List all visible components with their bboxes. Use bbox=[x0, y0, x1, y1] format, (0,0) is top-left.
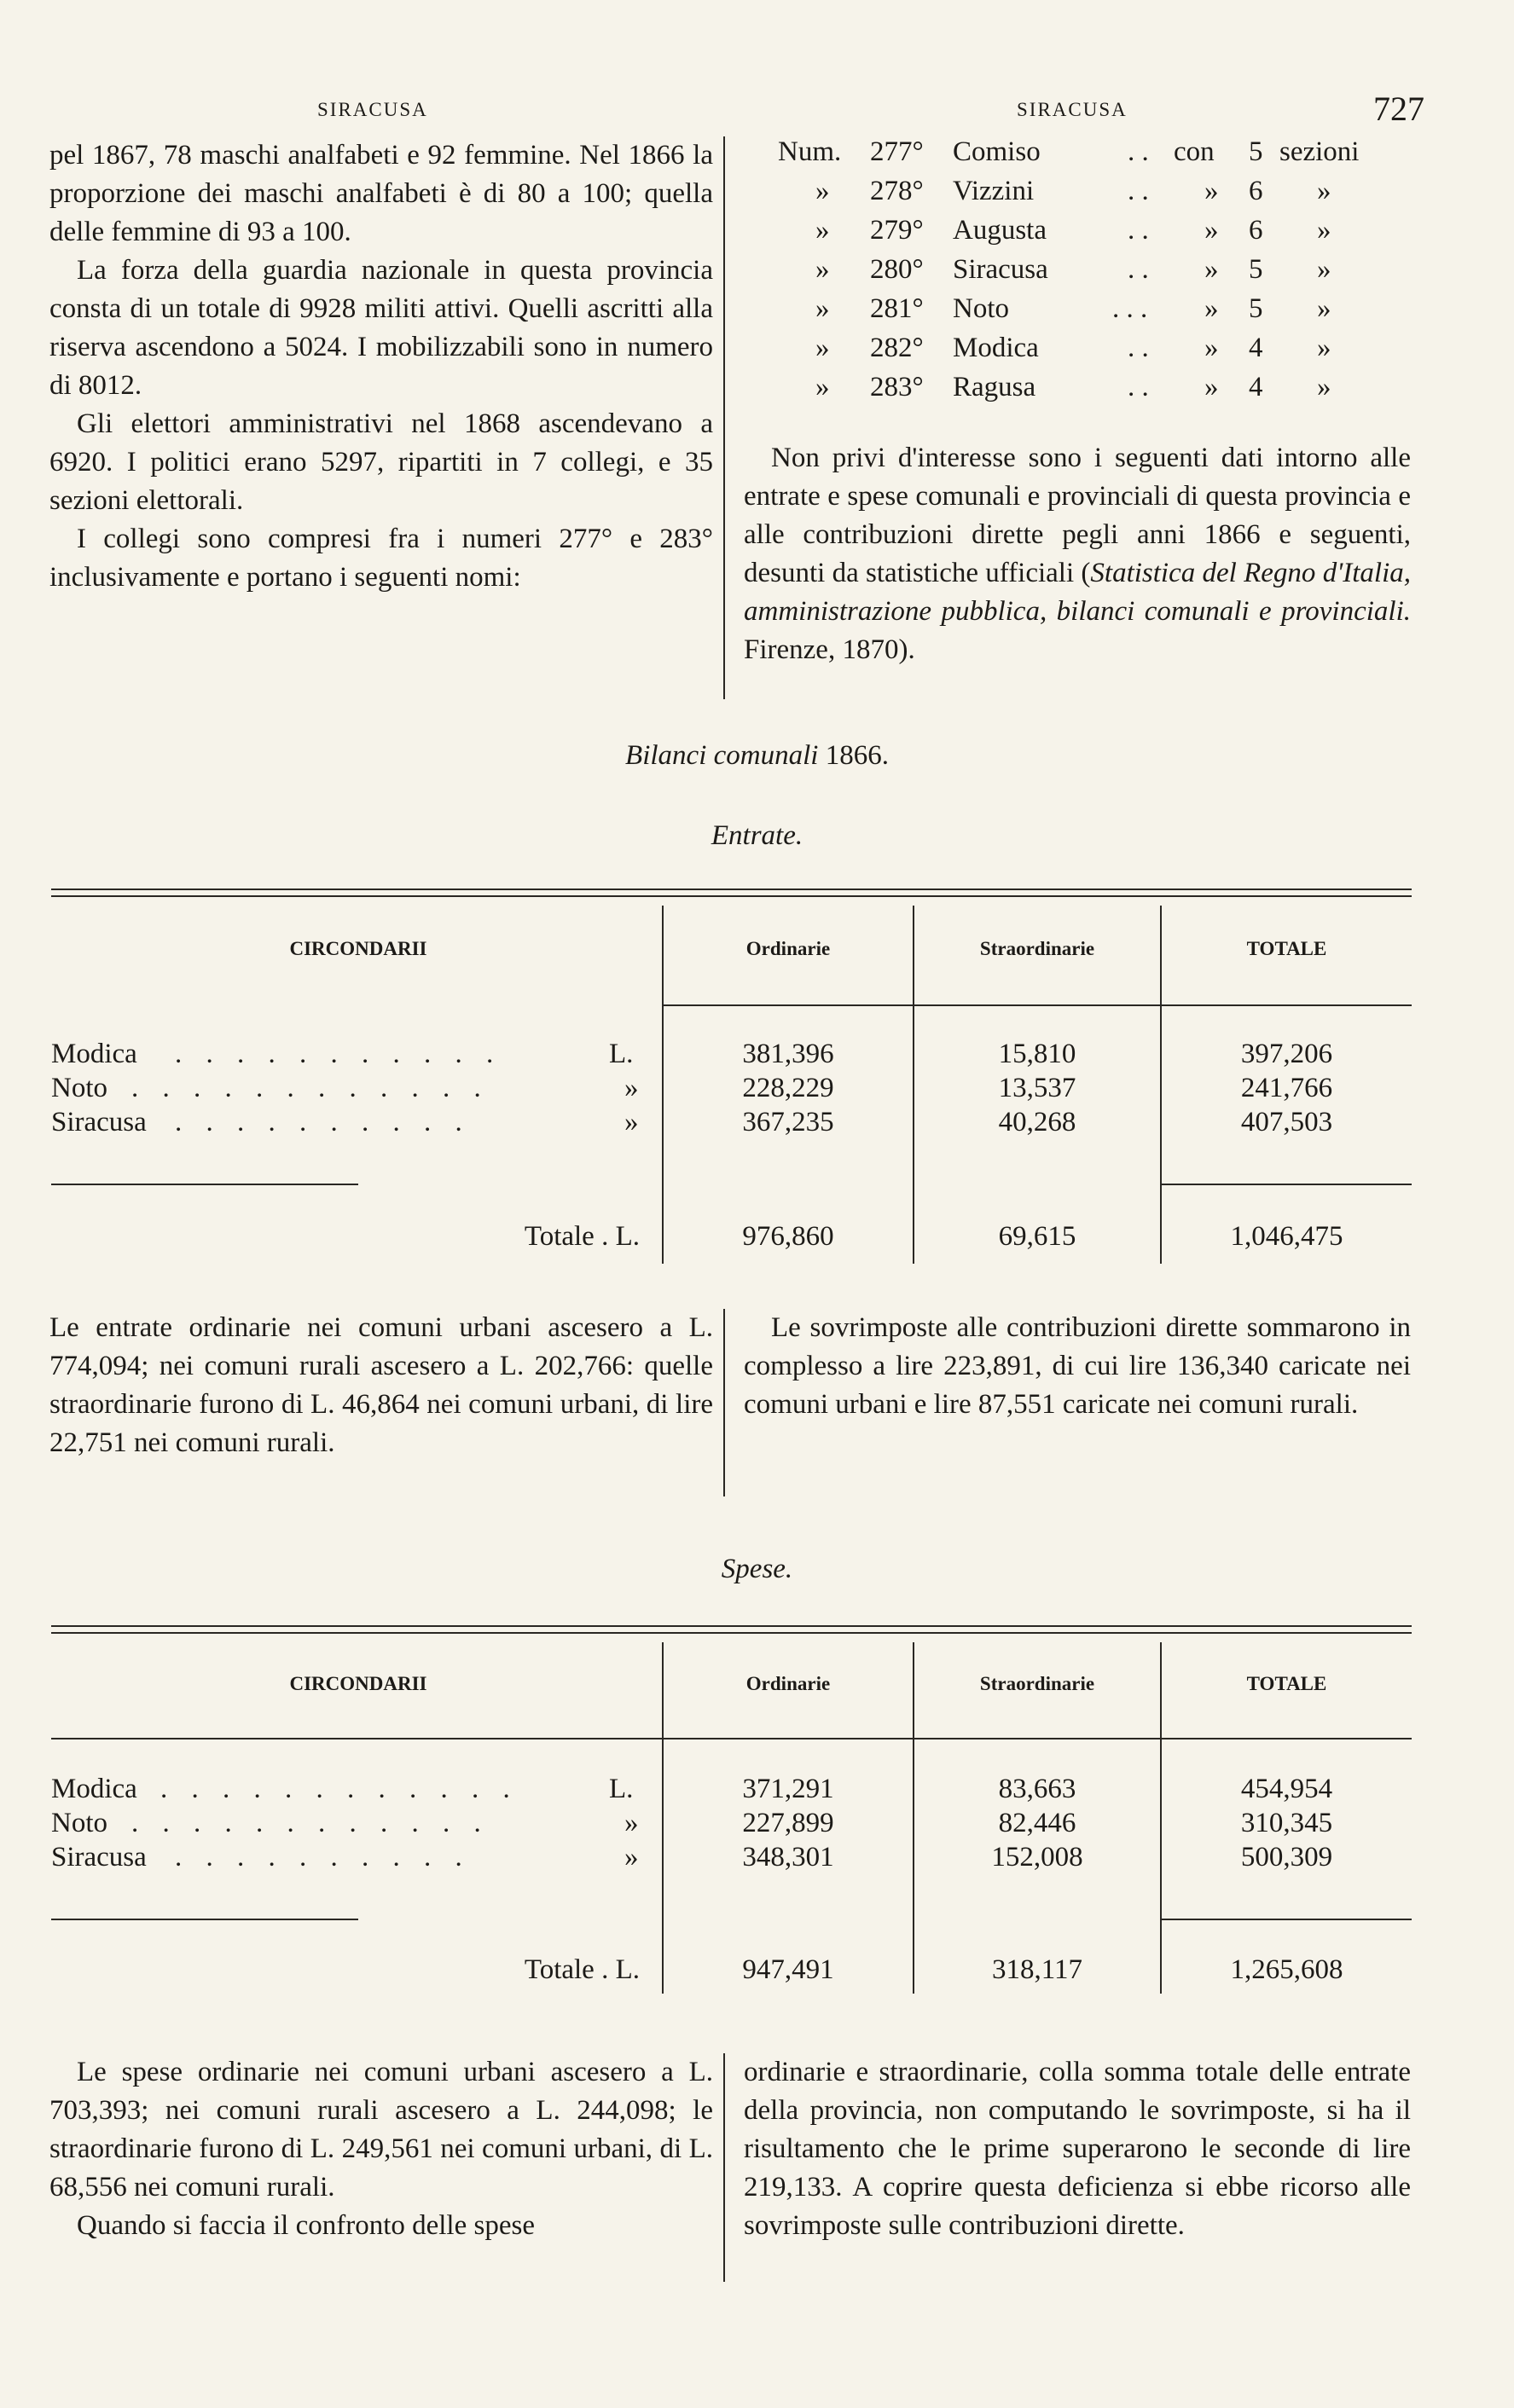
paragraph-fonti: Non privi d'interesse sono i seguenti dati intorno alle entrate e spese comunali e provinciali di questa provincia e alle contribuzioni dirette pegli anni 1866 e seguenti, desunti da statistiche ufficiali (Statistica del Regno d'Italia, amministrazione pubblica, bilanci comunali e provinciali. Firenze, 1870). bbox=[744, 443, 1411, 665]
paragraph-elettori: Gli elettori amministrativi nel 1868 ascendevano a 6920. I politici erano 5297, ripartiti in 7 collegi, e 35 sezioni elettorali. bbox=[49, 408, 713, 516]
page-number: 727 bbox=[1373, 90, 1424, 128]
paragraph-collegi: I collegi sono compresi fra i numeri 277° e 283° inclusivamente e portano i seguenti nomi: bbox=[49, 524, 713, 593]
spese-header-straordinarie: Straordinarie bbox=[979, 1673, 1095, 1694]
spese-header-ordinarie: Ordinarie bbox=[745, 1673, 831, 1694]
entrate-header-totale: TOTALE bbox=[1246, 938, 1327, 959]
spese-title: Spese. bbox=[721, 1554, 793, 1584]
spese-note-left: Le spese ordinarie nei comuni urbani ascesero a L. 703,393; nei comuni rurali ascesero a L. 244,098; le straordinarie furono di L. 249,561 nei comuni urbani, di L. 68,556 nei comuni rurali. Quando si faccia il confronto delle spese bbox=[49, 2057, 713, 2241]
entrate-table: CIRCONDARII Ordinarie Straordinarie TOTALE Modica . . . . . . . . . . . L. 381,396 15,810 397,206 Noto . . . . . . . . . . . . » 228,229 13,537 241,766 Siracusa . . . . . . . . . . » 367,235 40,268 407,503 Totale . L. 976,860 69,615 1,046,475 bbox=[0, 0, 1514, 1279]
entrate-title: Entrate. bbox=[711, 820, 803, 851]
spese-header-circondarii: CIRCONDARII bbox=[289, 1673, 427, 1694]
bilanci-title: Bilanci comunali 1866. bbox=[625, 740, 889, 771]
entrate-header-circondarii: CIRCONDARII bbox=[289, 938, 427, 959]
source-title: Statistica del Regno d'Italia, amministrazione pubblica, bilanci comunali e provinciali. bbox=[744, 558, 1411, 627]
column-divider-bottom bbox=[723, 2053, 725, 2282]
paragraph-guardia: La forza della guardia nazionale in questa provincia consta di un totale di 9928 militi attivi. Quelli ascritti alla riserva ascendono a 5024. I mobilizzabili sono in numero di 8012. bbox=[49, 255, 713, 401]
running-header-left: SIRACUSA bbox=[317, 99, 428, 120]
entrate-note-right: Le sovrimposte alle contribuzioni dirette sommarono in complesso a lire 223,891, di cui lire 136,340 caricate nei comuni urbani e lire 87,551 caricate nei comuni rurali. bbox=[744, 1312, 1411, 1420]
entrate-header-straordinarie: Straordinarie bbox=[979, 938, 1095, 959]
entrate-note-left: Le entrate ordinarie nei comuni urbani ascesero a L. 774,094; nei comuni rurali ascesero a L. 202,766: quelle straordinarie furono di L. 46,864 nei comuni urbani, di lire 22,751 nei comuni rurali. bbox=[49, 1312, 713, 1458]
colleges-list: Num. 277° Comiso . . con 5 sezioni » 278° Vizzini . . » 6 » » 279° Augusta . . » 6 » » 280° Siracusa . . » 5 » » 281° Noto . . . » 5 » » 282° Modica . . » 4 » » 283° Ragusa . . » 4 » bbox=[778, 136, 1360, 402]
entrate-header-ordinarie: Ordinarie bbox=[745, 938, 831, 959]
running-header-right: SIRACUSA bbox=[1017, 99, 1128, 120]
paragraph-analfabeti: pel 1867, 78 maschi analfabeti e 92 femmine. Nel 1866 la proporzione dei maschi analfabeti è di 80 a 100; quella delle femmine di 93 a 100. bbox=[49, 140, 713, 247]
spese-header-totale: TOTALE bbox=[1246, 1673, 1327, 1694]
spese-table: CIRCONDARII Ordinarie Straordinarie TOTALE Modica . . . . . . . . . . . . L. 371,291 83,663 454,954 Noto . . . . . . . . . . . . » 227,899 82,446 310,345 Siracusa . . . . . . . . . . » 348,301 152,008 500,309 Totale . L. 947,491 318,117 1,265,608 bbox=[0, 0, 1514, 2046]
spese-note-right: ordinarie e straordinarie, colla somma totale delle entrate della provincia, non computando le sovrimposte, si ha il risultamento che le prime superarono le seconde di lire 219,133. A coprire questa deficienza si ebbe ricorso alle sovrimposte sulle contribuzioni dirette. bbox=[744, 2057, 1411, 2241]
